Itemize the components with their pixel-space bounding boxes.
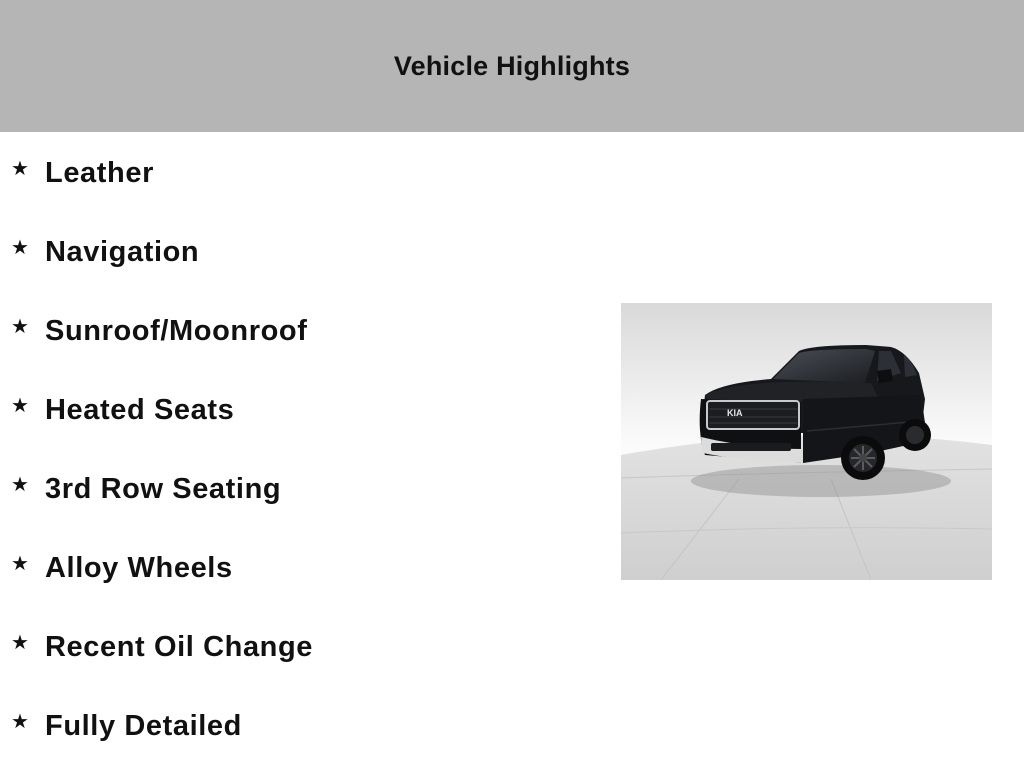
highlights-list <box>0 132 600 764</box>
highlight-label-sunroof: Sunroof/Moonroof <box>45 315 308 347</box>
star-icon: ★ <box>11 472 29 496</box>
kia-logo: KIA <box>727 408 743 418</box>
vehicle-photo <box>621 303 992 580</box>
highlight-item <box>0 527 600 606</box>
highlight-label-alloy-wheels: Alloy Wheels <box>45 552 233 584</box>
star-icon: ★ <box>11 709 29 733</box>
highlight-item <box>0 211 600 290</box>
vehicle-illustration <box>621 303 992 580</box>
page-header <box>0 0 1024 132</box>
star-icon: ★ <box>11 551 29 575</box>
highlight-label-navigation: Navigation <box>45 236 200 268</box>
star-icon: ★ <box>11 630 29 654</box>
highlight-item <box>0 685 600 764</box>
highlight-item <box>0 369 600 448</box>
star-icon: ★ <box>11 314 29 338</box>
highlight-label-oil-change: Recent Oil Change <box>45 631 314 663</box>
highlight-item <box>0 448 600 527</box>
highlight-label-leather: Leather <box>45 157 154 189</box>
star-icon: ★ <box>11 393 29 417</box>
highlight-label-third-row: 3rd Row Seating <box>45 473 282 505</box>
highlight-item <box>0 132 600 211</box>
highlight-label-fully-detailed: Fully Detailed <box>45 710 242 742</box>
page-title: Vehicle Highlights <box>393 50 631 81</box>
star-icon: ★ <box>11 156 29 180</box>
highlight-item <box>0 290 600 369</box>
highlight-item <box>0 606 600 685</box>
highlight-label-heated-seats: Heated Seats <box>45 394 235 426</box>
star-icon: ★ <box>11 235 29 259</box>
